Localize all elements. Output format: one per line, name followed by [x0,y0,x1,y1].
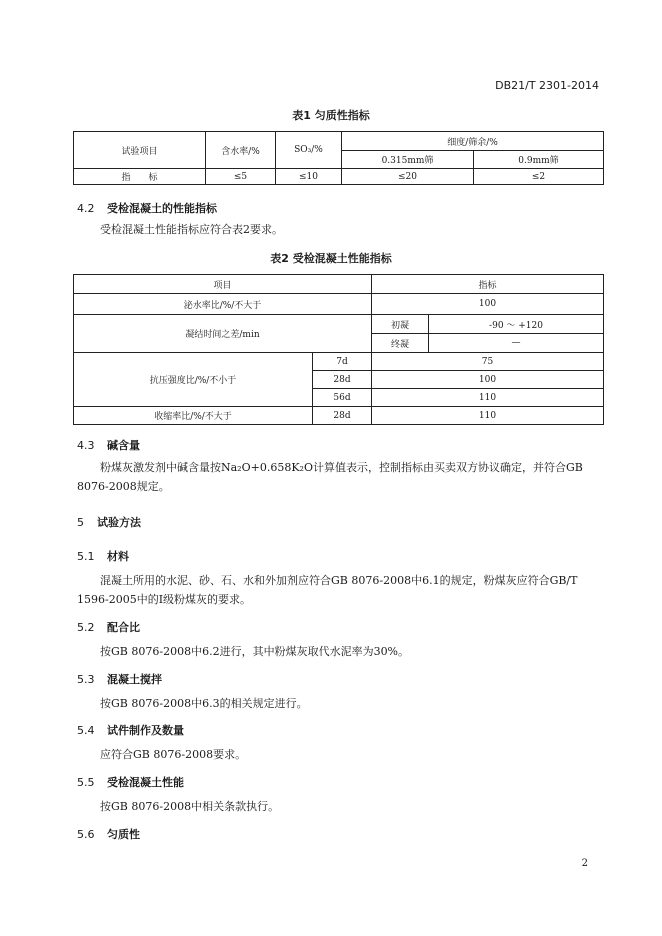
t2-setting-label: 凝结时间之差/min [74,315,372,353]
t1-head-sieve2: 0.9mm筛 [474,151,604,169]
t2-strength-value: 110 [372,389,604,407]
section-4-2-heading [77,200,217,216]
section-number: 5.3 [77,673,95,686]
t2-shrink-value: 110 [372,407,604,425]
section-title: 试验方法 [97,516,141,529]
t2-strength-age: 7d [313,353,372,371]
table1-caption: 表1 匀质性指标 [292,109,370,122]
section-5-4-heading [77,722,184,738]
section-4-3-heading [77,437,140,453]
t2-shrink-age: 28d [313,407,372,425]
section-number: 5.5 [77,776,95,789]
t2-head-index: 指标 [372,275,604,294]
t1-row-sieve2: ≤2 [474,169,604,185]
section-5-2-paragraph: 按GB 8076-2008中6.2进行，其中粉煤灰取代水泥率为30%。 [100,645,410,658]
table1-uniformity [73,131,604,185]
table2-performance [73,274,604,425]
table2-caption: 表2 受检混凝土性能指标 [270,252,392,265]
t1-row-so3: ≤10 [276,169,342,185]
chapter-5-heading [77,514,141,530]
page-number: 2 [581,858,588,869]
section-5-1-paragraph: 混凝土所用的水泥、砂、石、水和外加剂应符合GB 8076-2008中6.1的规定，粉煤灰应符合GB/T 1596-2005中的Ⅰ级粉煤灰的要求。 [77,574,578,606]
t2-bleed-label: 泌水率比/%/不大于 [74,294,372,315]
section-4-2-paragraph: 受检混凝土性能指标应符合表2要求。 [100,223,283,236]
t2-strength-label: 抗压强度比/%/不小于 [74,353,313,407]
section-title: 试件制作及数量 [107,724,184,737]
t2-setting-initial: 初凝 [372,315,429,334]
section-number: 5.4 [77,724,95,737]
section-title: 混凝土搅拌 [107,673,162,686]
t1-head-fineness: 细度/筛余/% [342,132,604,151]
t1-head-item: 试验项目 [74,132,206,169]
t1-row-water: ≤5 [206,169,276,185]
section-title: 受检混凝土性能 [107,776,184,789]
section-5-3-paragraph: 按GB 8076-2008中6.3的相关规定进行。 [100,697,308,710]
section-5-1-heading [77,548,129,564]
t2-strength-age: 56d [313,389,372,407]
t2-strength-value: 75 [372,353,604,371]
section-number: 5.2 [77,621,95,634]
section-title: 材料 [107,550,129,563]
section-5-4-paragraph: 应符合GB 8076-2008要求。 [100,748,247,761]
section-5-3-heading [77,671,162,687]
section-title: 碱含量 [107,439,140,452]
t2-bleed-value: 100 [372,294,604,315]
section-number: 4.3 [77,439,95,452]
t2-setting-final: 终凝 [372,334,429,353]
section-number: 5 [77,516,84,529]
section-title: 匀质性 [107,828,140,841]
section-5-2-heading [77,619,140,635]
document-code: DB21/T 2301-2014 [495,79,599,92]
section-number: 4.2 [77,202,95,215]
t1-row-sieve1: ≤20 [342,169,474,185]
t1-head-so3: SO₃/% [276,132,342,169]
t2-setting-initial-value: -90 ～ +120 [429,315,604,334]
section-number: 5.1 [77,550,95,563]
section-5-6-heading [77,826,140,842]
section-5-5-paragraph: 按GB 8076-2008中相关条款执行。 [100,800,280,813]
section-number: 5.6 [77,828,95,841]
section-title: 受检混凝土的性能指标 [107,202,217,215]
t2-shrink-label: 收缩率比/%/不大于 [74,407,313,425]
t1-head-sieve1: 0.315mm筛 [342,151,474,169]
t2-strength-value: 100 [372,371,604,389]
section-5-5-heading [77,774,184,790]
t2-head-item: 项目 [74,275,372,294]
t2-setting-final-value: — [429,334,604,353]
t2-strength-age: 28d [313,371,372,389]
t1-row-label: 指 标 [74,169,206,185]
t1-head-water: 含水率/% [206,132,276,169]
section-title: 配合比 [107,621,140,634]
section-4-3-paragraph: 粉煤灰激发剂中碱含量按Na₂O+0.658K₂O计算值表示，控制指标由买卖双方协议确定，并符合GB 8076-2008规定。 [77,461,583,493]
